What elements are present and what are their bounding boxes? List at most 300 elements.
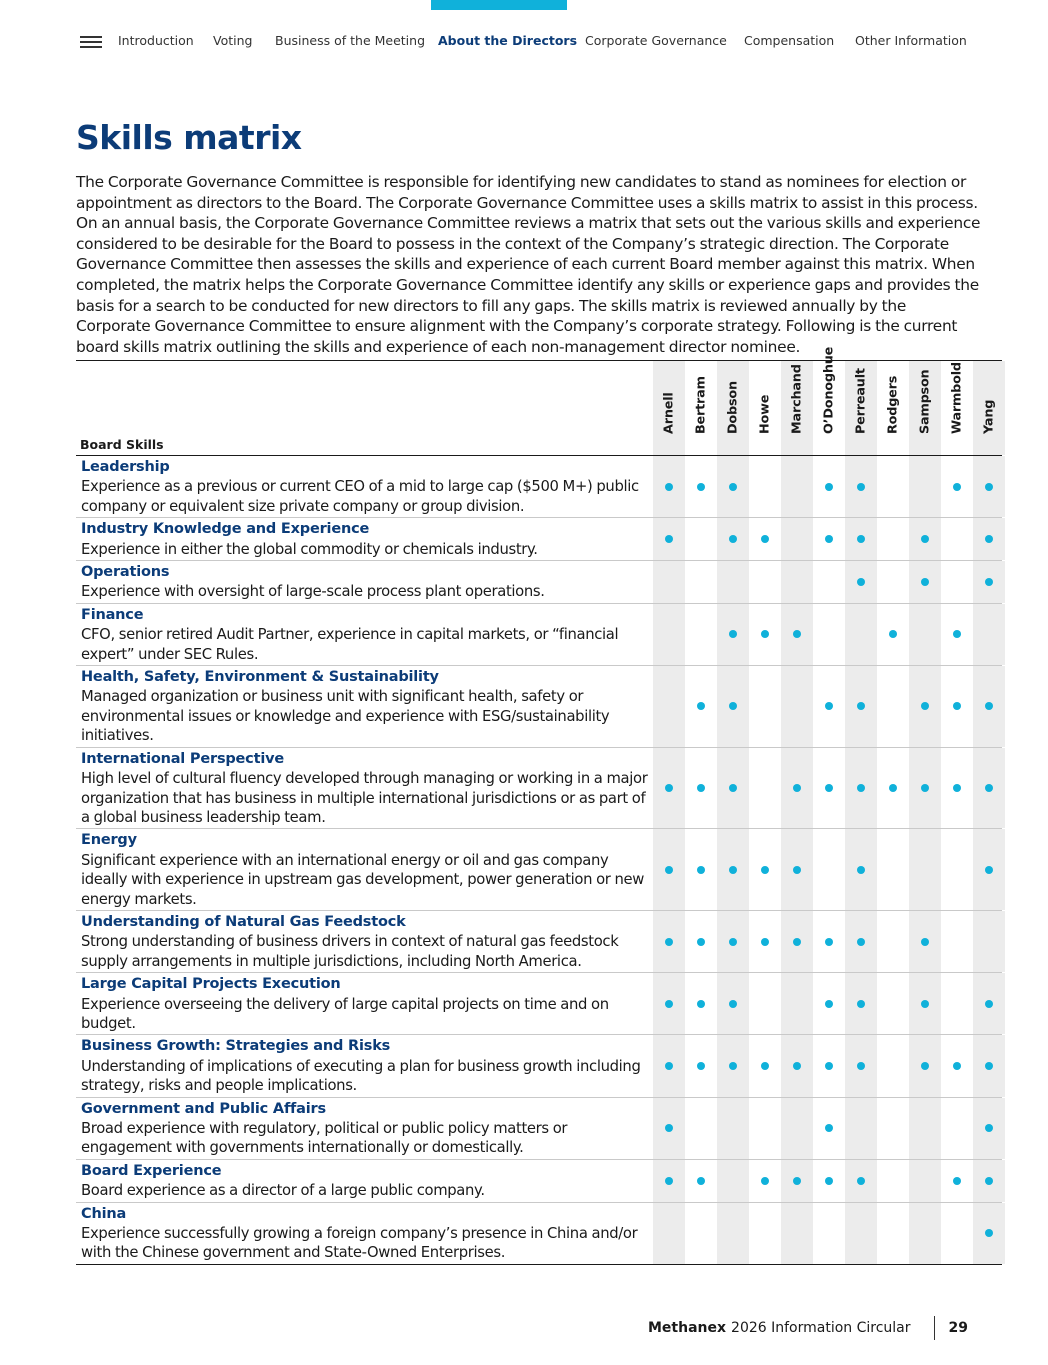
director-header-bertram (685, 359, 717, 449)
skill-row-health-safety-environment-sustainability (76, 666, 1002, 748)
skill-dot-icon (793, 866, 801, 874)
matrix-cell (813, 1035, 845, 1096)
skill-dot-icon (825, 1062, 833, 1070)
footer-brand: Methanex (648, 1320, 727, 1336)
director-name: Perreault (853, 368, 869, 434)
skill-dot-icon (665, 1000, 673, 1008)
skill-row-energy (76, 829, 1002, 911)
matrix-cell (845, 666, 877, 747)
matrix-cell (973, 1035, 1005, 1096)
matrix-cell (941, 829, 973, 910)
matrix-cell (845, 1160, 877, 1202)
skill-dot-icon (697, 702, 705, 710)
matrix-cell (749, 666, 781, 747)
skill-dot-icon (697, 866, 705, 874)
matrix-cell (781, 666, 813, 747)
matrix-cell (717, 973, 749, 1034)
matrix-cell (813, 911, 845, 972)
skill-dot-icon (857, 702, 865, 710)
skill-dot-icon (697, 483, 705, 491)
skill-dot-icon (697, 1000, 705, 1008)
skill-dot-icon (793, 1177, 801, 1185)
skill-dot-icon (857, 938, 865, 946)
skill-dot-icon (953, 702, 961, 710)
skill-dot-icon (985, 483, 993, 491)
nav-business-of-the-meeting[interactable]: Business of the Meeting (275, 33, 425, 48)
matrix-cell (749, 604, 781, 665)
skill-description-cell (76, 1160, 649, 1202)
skill-dot-icon (857, 483, 865, 491)
footer-divider (934, 1316, 935, 1340)
matrix-cell (653, 829, 685, 910)
skill-description-cell (76, 1203, 649, 1264)
skill-dot-icon (697, 1062, 705, 1070)
skill-description-cell (76, 1098, 649, 1159)
matrix-cell (941, 518, 973, 560)
matrix-cell (717, 911, 749, 972)
matrix-cell (781, 829, 813, 910)
skill-row-industry-knowledge-and-experience (76, 518, 1002, 561)
skill-dot-icon (921, 1062, 929, 1070)
skill-description: CFO, senior retired Audit Partner, experience in capital markets, or “financial expert” under SEC Rules. (81, 626, 619, 663)
skill-dot-icon (825, 702, 833, 710)
page-footer (648, 1316, 968, 1340)
page-number: 29 (948, 1320, 968, 1336)
matrix-cell (717, 604, 749, 665)
nav-voting[interactable]: Voting (213, 33, 253, 48)
matrix-cell (813, 1098, 845, 1159)
skill-description: Board experience as a director of a large public company. (81, 1182, 485, 1200)
skill-name: Energy (81, 832, 137, 849)
matrix-cell (845, 1098, 877, 1159)
skill-description-cell (76, 829, 649, 910)
director-name: Sampson (917, 369, 933, 434)
skill-description: Strong understanding of business drivers in context of natural gas feedstock supply arrangements in multiple jurisdictions, including North America. (81, 933, 619, 970)
skill-dot-icon (761, 866, 769, 874)
matrix-cell (845, 829, 877, 910)
matrix-cell (653, 1098, 685, 1159)
matrix-cell (717, 829, 749, 910)
matrix-cell (845, 561, 877, 603)
matrix-cell (941, 748, 973, 829)
matrix-cell (781, 561, 813, 603)
matrix-cell (941, 666, 973, 747)
matrix-cell (685, 748, 717, 829)
skill-name: Leadership (81, 459, 170, 475)
skill-name: Understanding of Natural Gas Feedstock (81, 913, 406, 930)
matrix-cell (685, 604, 717, 665)
skill-dot-icon (889, 784, 897, 792)
skill-row-leadership (76, 456, 1002, 518)
matrix-cell (877, 973, 909, 1034)
director-name: O’Donoghue (821, 346, 837, 434)
skill-dot-icon (825, 535, 833, 543)
board-skills-header: Board Skills (80, 437, 164, 452)
matrix-cell (845, 456, 877, 517)
matrix-cell (941, 1098, 973, 1159)
skill-dot-icon (985, 578, 993, 586)
director-name: Marchand (789, 364, 805, 434)
director-name: Bertram (693, 376, 709, 434)
matrix-cell (717, 561, 749, 603)
nav-compensation[interactable]: Compensation (744, 33, 835, 48)
skill-dot-icon (985, 1000, 993, 1008)
nav-corporate-governance[interactable]: Corporate Governance (585, 33, 727, 48)
matrix-cell (749, 456, 781, 517)
skill-description: Experience in either the global commodity or chemicals industry. (81, 540, 538, 558)
skill-dot-icon (953, 784, 961, 792)
skill-dot-icon (793, 938, 801, 946)
skill-name: Board Experience (81, 1162, 222, 1179)
skill-dot-icon (793, 784, 801, 792)
skill-row-large-capital-projects-execution (76, 973, 1002, 1035)
matrix-cell (909, 666, 941, 747)
skill-dot-icon (985, 702, 993, 710)
skill-row-business-growth-strategies-and-risks (76, 1035, 1002, 1097)
director-header-arnell (653, 359, 685, 449)
skill-dot-icon (857, 1177, 865, 1185)
matrix-cell (653, 911, 685, 972)
matrix-cell (813, 518, 845, 560)
matrix-cell (941, 1035, 973, 1096)
matrix-cell (781, 1098, 813, 1159)
matrix-cell (941, 604, 973, 665)
skill-name: Business Growth: Strategies and Risks (81, 1038, 391, 1055)
skill-dot-icon (761, 535, 769, 543)
skill-dot-icon (953, 630, 961, 638)
matrix-cell (717, 748, 749, 829)
skill-description-cell (76, 1035, 649, 1096)
matrix-cell (685, 1035, 717, 1096)
matrix-cell (749, 561, 781, 603)
matrix-cell (973, 518, 1005, 560)
matrix-cell (973, 1203, 1005, 1264)
matrix-cell (877, 829, 909, 910)
matrix-cell (685, 973, 717, 1034)
matrix-cell (781, 973, 813, 1034)
skill-dot-icon (761, 1177, 769, 1185)
skill-dot-icon (921, 784, 929, 792)
matrix-cell (685, 518, 717, 560)
skill-dot-icon (665, 535, 673, 543)
matrix-cell (973, 666, 1005, 747)
hamburger-menu-icon[interactable] (80, 36, 102, 49)
skill-dot-icon (697, 1177, 705, 1185)
matrix-cell (845, 604, 877, 665)
matrix-cell (653, 518, 685, 560)
intro-paragraph: The Corporate Governance Committee is responsible for identifying new candidates to stand as nominees for election or appointment as directors to the Board. The Corporate Governance Committee uses a skills matrix to assist in this process. On an annual basis, the Corporate Governance Committee reviews a matrix that sets out the various skills and experience considered to be desirable for the Board to possess in the context of the Company’s strategic direction. The Corporate Governance Committee then assesses the skills and experience of each current Board member against this matrix. When completed, the matrix helps the Corporate Governance Committee identify any skills or experience gaps and provides the basis for a search to be conducted for new directors to fill any gaps. The skills matrix is reviewed annually by the Corporate Governance Committee to ensure alignment with the Company’s corporate strategy. Following is the current board skills matrix outlining the skills and experience of each non-management director nominee. (76, 173, 981, 356)
skill-dot-icon (665, 1177, 673, 1185)
matrix-cell (717, 1035, 749, 1096)
matrix-cell (653, 456, 685, 517)
matrix-cell (909, 1160, 941, 1202)
matrix-cell (653, 973, 685, 1034)
skill-name: Industry Knowledge and Experience (81, 521, 370, 538)
skill-name: Large Capital Projects Execution (81, 976, 341, 993)
skill-dot-icon (857, 866, 865, 874)
matrix-cell (749, 748, 781, 829)
matrix-cell (973, 973, 1005, 1034)
skill-dot-icon (825, 1000, 833, 1008)
matrix-cell (653, 1203, 685, 1264)
skill-dot-icon (697, 938, 705, 946)
skill-dot-icon (985, 1177, 993, 1185)
matrix-cell (909, 456, 941, 517)
director-header-rodgers (877, 359, 909, 449)
skill-dot-icon (825, 938, 833, 946)
matrix-cell (781, 518, 813, 560)
matrix-cell (781, 1160, 813, 1202)
skill-dot-icon (665, 938, 673, 946)
skill-dot-icon (729, 866, 737, 874)
matrix-cell (813, 829, 845, 910)
matrix-cell (813, 1160, 845, 1202)
matrix-cell (749, 518, 781, 560)
skill-dot-icon (761, 1062, 769, 1070)
skill-dot-icon (729, 535, 737, 543)
matrix-cell (877, 518, 909, 560)
matrix-cell (973, 748, 1005, 829)
skill-dot-icon (761, 938, 769, 946)
skill-row-understanding-of-natural-gas-feedstock (76, 911, 1002, 973)
skill-dot-icon (729, 483, 737, 491)
skill-dot-icon (729, 1062, 737, 1070)
director-name: Yang (981, 399, 997, 434)
skill-dot-icon (985, 1062, 993, 1070)
matrix-cell (941, 911, 973, 972)
skill-dot-icon (953, 1062, 961, 1070)
matrix-cell (973, 829, 1005, 910)
skill-dot-icon (729, 1000, 737, 1008)
skill-dot-icon (825, 1124, 833, 1132)
matrix-cell (909, 1203, 941, 1264)
matrix-cell (653, 1035, 685, 1096)
skill-dot-icon (857, 784, 865, 792)
skill-dot-icon (921, 535, 929, 543)
matrix-cell (653, 748, 685, 829)
skill-dot-icon (921, 938, 929, 946)
matrix-cell (653, 604, 685, 665)
skill-name: Operations (81, 564, 170, 581)
nav-about-the-directors[interactable]: About the Directors (438, 33, 578, 48)
skill-dot-icon (665, 866, 673, 874)
skill-dot-icon (729, 938, 737, 946)
skill-description: Experience as a previous or current CEO of a mid to large cap ($500 M+) public company or equivalent size private company or group division. (81, 478, 639, 515)
matrix-cell (653, 666, 685, 747)
matrix-cell (685, 1160, 717, 1202)
nav-introduction[interactable]: Introduction (118, 33, 194, 48)
skill-row-operations (76, 561, 1002, 604)
skill-description-cell (76, 748, 649, 829)
skill-dot-icon (985, 1124, 993, 1132)
top-navigation (80, 33, 1008, 51)
skill-dot-icon (953, 483, 961, 491)
matrix-cell (909, 561, 941, 603)
matrix-cell (685, 666, 717, 747)
skill-dot-icon (857, 1062, 865, 1070)
director-header-o-donoghue (813, 346, 845, 449)
director-header-howe (749, 359, 781, 449)
skill-row-board-experience (76, 1160, 1002, 1203)
skill-dot-icon (825, 784, 833, 792)
nav-other-information[interactable]: Other Information (855, 33, 967, 48)
matrix-cell (749, 1035, 781, 1096)
matrix-cell (813, 561, 845, 603)
skill-dot-icon (857, 578, 865, 586)
skill-dot-icon (729, 702, 737, 710)
director-name: Arnell (661, 392, 677, 434)
matrix-cell (845, 1203, 877, 1264)
matrix-cell (685, 1098, 717, 1159)
matrix-cell (941, 1203, 973, 1264)
matrix-cell (685, 829, 717, 910)
skill-description: Understanding of implications of executing a plan for business growth including strategy, risks and people implications. (81, 1057, 641, 1095)
matrix-cell (781, 1203, 813, 1264)
matrix-cell (717, 456, 749, 517)
matrix-cell (941, 561, 973, 603)
matrix-cell (941, 1160, 973, 1202)
footer-publication: 2026 Information Circular (731, 1320, 911, 1336)
matrix-cell (717, 1098, 749, 1159)
skill-description: Experience successfully growing a foreign company’s presence in China and/or with the Chinese government and State-Owned Enterprises. (81, 1225, 638, 1262)
skill-dot-icon (985, 1229, 993, 1237)
skill-description-cell (76, 666, 649, 747)
skills-matrix-table (76, 346, 1002, 1265)
matrix-cell (877, 456, 909, 517)
director-name: Rodgers (885, 375, 901, 434)
matrix-cell (877, 666, 909, 747)
skill-dot-icon (985, 866, 993, 874)
matrix-cell (877, 561, 909, 603)
matrix-cell (941, 456, 973, 517)
skill-dot-icon (921, 578, 929, 586)
matrix-cell (749, 1160, 781, 1202)
matrix-cell (749, 1203, 781, 1264)
matrix-cell (973, 604, 1005, 665)
skill-name: Health, Safety, Environment & Sustainability (81, 669, 439, 686)
matrix-cell (973, 561, 1005, 603)
skill-dot-icon (953, 1177, 961, 1185)
matrix-cell (877, 1098, 909, 1159)
matrix-cell (845, 1035, 877, 1096)
skill-dot-icon (825, 483, 833, 491)
skill-description: Broad experience with regulatory, political or public policy matters or engagement with governments internationally or domestically. (81, 1120, 568, 1157)
matrix-cell (653, 561, 685, 603)
skill-dot-icon (793, 630, 801, 638)
skill-description-cell (76, 456, 649, 517)
skill-name: China (81, 1205, 127, 1222)
skill-dot-icon (761, 630, 769, 638)
matrix-cell (845, 748, 877, 829)
matrix-cell (781, 604, 813, 665)
matrix-cell (909, 1035, 941, 1096)
skill-description: Experience with oversight of large-scale process plant operations. (81, 583, 545, 601)
matrix-cell (781, 456, 813, 517)
matrix-cell (909, 1098, 941, 1159)
matrix-cell (845, 973, 877, 1034)
matrix-cell (685, 561, 717, 603)
skill-dot-icon (697, 784, 705, 792)
director-header-dobson (717, 359, 749, 449)
matrix-cell (813, 973, 845, 1034)
matrix-cell (909, 518, 941, 560)
skill-description-cell (76, 911, 649, 972)
skill-name: Government and Public Affairs (81, 1100, 326, 1117)
matrix-cell (877, 604, 909, 665)
skill-dot-icon (665, 483, 673, 491)
director-name: Howe (757, 394, 773, 434)
skill-dot-icon (985, 784, 993, 792)
skill-dot-icon (825, 1177, 833, 1185)
matrix-cell (909, 973, 941, 1034)
matrix-cell (877, 1203, 909, 1264)
skill-name: International Perspective (81, 750, 284, 767)
skill-description-cell (76, 561, 649, 603)
matrix-cell (973, 911, 1005, 972)
matrix-cell (653, 1160, 685, 1202)
matrix-cell (941, 973, 973, 1034)
matrix-cell (813, 666, 845, 747)
skill-description: Experience overseeing the delivery of large capital projects on time and on budget. (81, 995, 609, 1032)
matrix-cell (813, 456, 845, 517)
matrix-cell (813, 1203, 845, 1264)
matrix-cell (877, 748, 909, 829)
skill-dot-icon (889, 630, 897, 638)
matrix-cell (749, 911, 781, 972)
matrix-body (76, 456, 1002, 1265)
skill-name: Finance (81, 606, 144, 623)
director-header-sampson (909, 359, 941, 449)
skill-dot-icon (985, 535, 993, 543)
skill-description: High level of cultural fluency developed through managing or working in a major organization that has business in multiple international jurisdictions or as part of a global business leadership team. (81, 770, 648, 826)
matrix-cell (781, 1035, 813, 1096)
matrix-cell (685, 456, 717, 517)
matrix-cell (717, 1160, 749, 1202)
matrix-cell (749, 973, 781, 1034)
matrix-cell (813, 604, 845, 665)
matrix-cell (877, 911, 909, 972)
director-name: Warmbold (949, 362, 965, 434)
matrix-cell (973, 1160, 1005, 1202)
matrix-header (76, 346, 1002, 456)
active-section-indicator (431, 0, 567, 10)
director-header-warmbold (941, 359, 973, 449)
skill-row-china (76, 1203, 1002, 1265)
matrix-cell (717, 666, 749, 747)
matrix-cell (845, 518, 877, 560)
matrix-cell (973, 1098, 1005, 1159)
page-title: Skills matrix (76, 118, 302, 157)
matrix-cell (909, 748, 941, 829)
director-header-marchand (781, 359, 813, 449)
skill-dot-icon (921, 702, 929, 710)
matrix-cell (973, 456, 1005, 517)
director-header-yang (973, 359, 1005, 449)
skill-dot-icon (729, 630, 737, 638)
matrix-cell (909, 604, 941, 665)
matrix-cell (813, 748, 845, 829)
matrix-cell (877, 1160, 909, 1202)
matrix-cell (685, 1203, 717, 1264)
skill-row-finance (76, 604, 1002, 666)
matrix-cell (845, 911, 877, 972)
skill-description-cell (76, 604, 649, 665)
skill-dot-icon (921, 1000, 929, 1008)
matrix-cell (781, 911, 813, 972)
matrix-cell (717, 518, 749, 560)
matrix-cell (685, 911, 717, 972)
skill-dot-icon (665, 1062, 673, 1070)
